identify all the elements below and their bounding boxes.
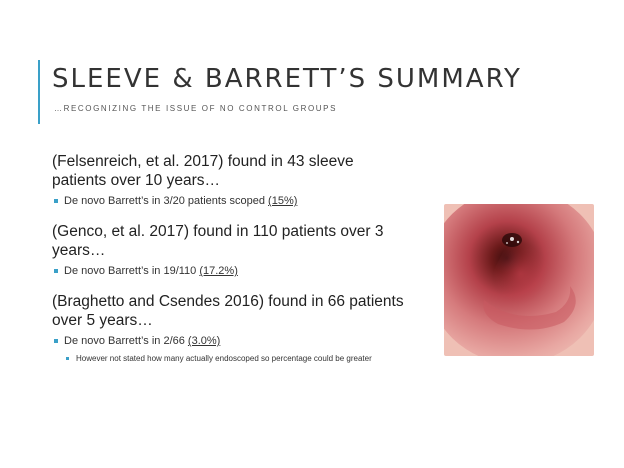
study-1-percent: (15%) <box>268 195 298 207</box>
study-1-bullet-text: De novo Barrett’s in 3/20 patients scoped <box>64 195 269 207</box>
title-accent-bar <box>38 60 40 124</box>
slide-content <box>52 152 412 364</box>
study-3-percent: (3.0%) <box>187 335 221 347</box>
study-3-bullet-text: De novo Barrett’s in 2/66 <box>64 335 188 347</box>
study-1-bullet <box>52 194 412 208</box>
study-2-bullet <box>52 264 412 278</box>
study-2-text: (Genco, et al. 2017) found in 110 patients over 3 years… <box>52 223 384 259</box>
study-3-text: (Braghetto and Csendes 2016) found in 66 patients over 5 years… <box>52 293 404 329</box>
study-2-bullet-text: De novo Barrett’s in 19/110 <box>64 265 200 277</box>
endoscopy-photo-icon <box>444 204 594 356</box>
endoscopy-photo <box>444 204 594 356</box>
study-2-percent: (17.2%) <box>199 265 238 277</box>
slide-subtitle: …RECOGNIZING THE ISSUE OF NO CONTROL GROUPS <box>54 104 338 113</box>
study-3-bullet <box>52 334 412 348</box>
slide-title: SLEEVE & BARRETT’S SUMMARY <box>52 64 522 94</box>
study-1-text: (Felsenreich, et al. 2017) found in 43 sleeve patients over 10 years… <box>52 153 354 189</box>
study-3-sub-bullet: However not stated how many actually endoscoped so percentage could be greater <box>52 354 376 364</box>
